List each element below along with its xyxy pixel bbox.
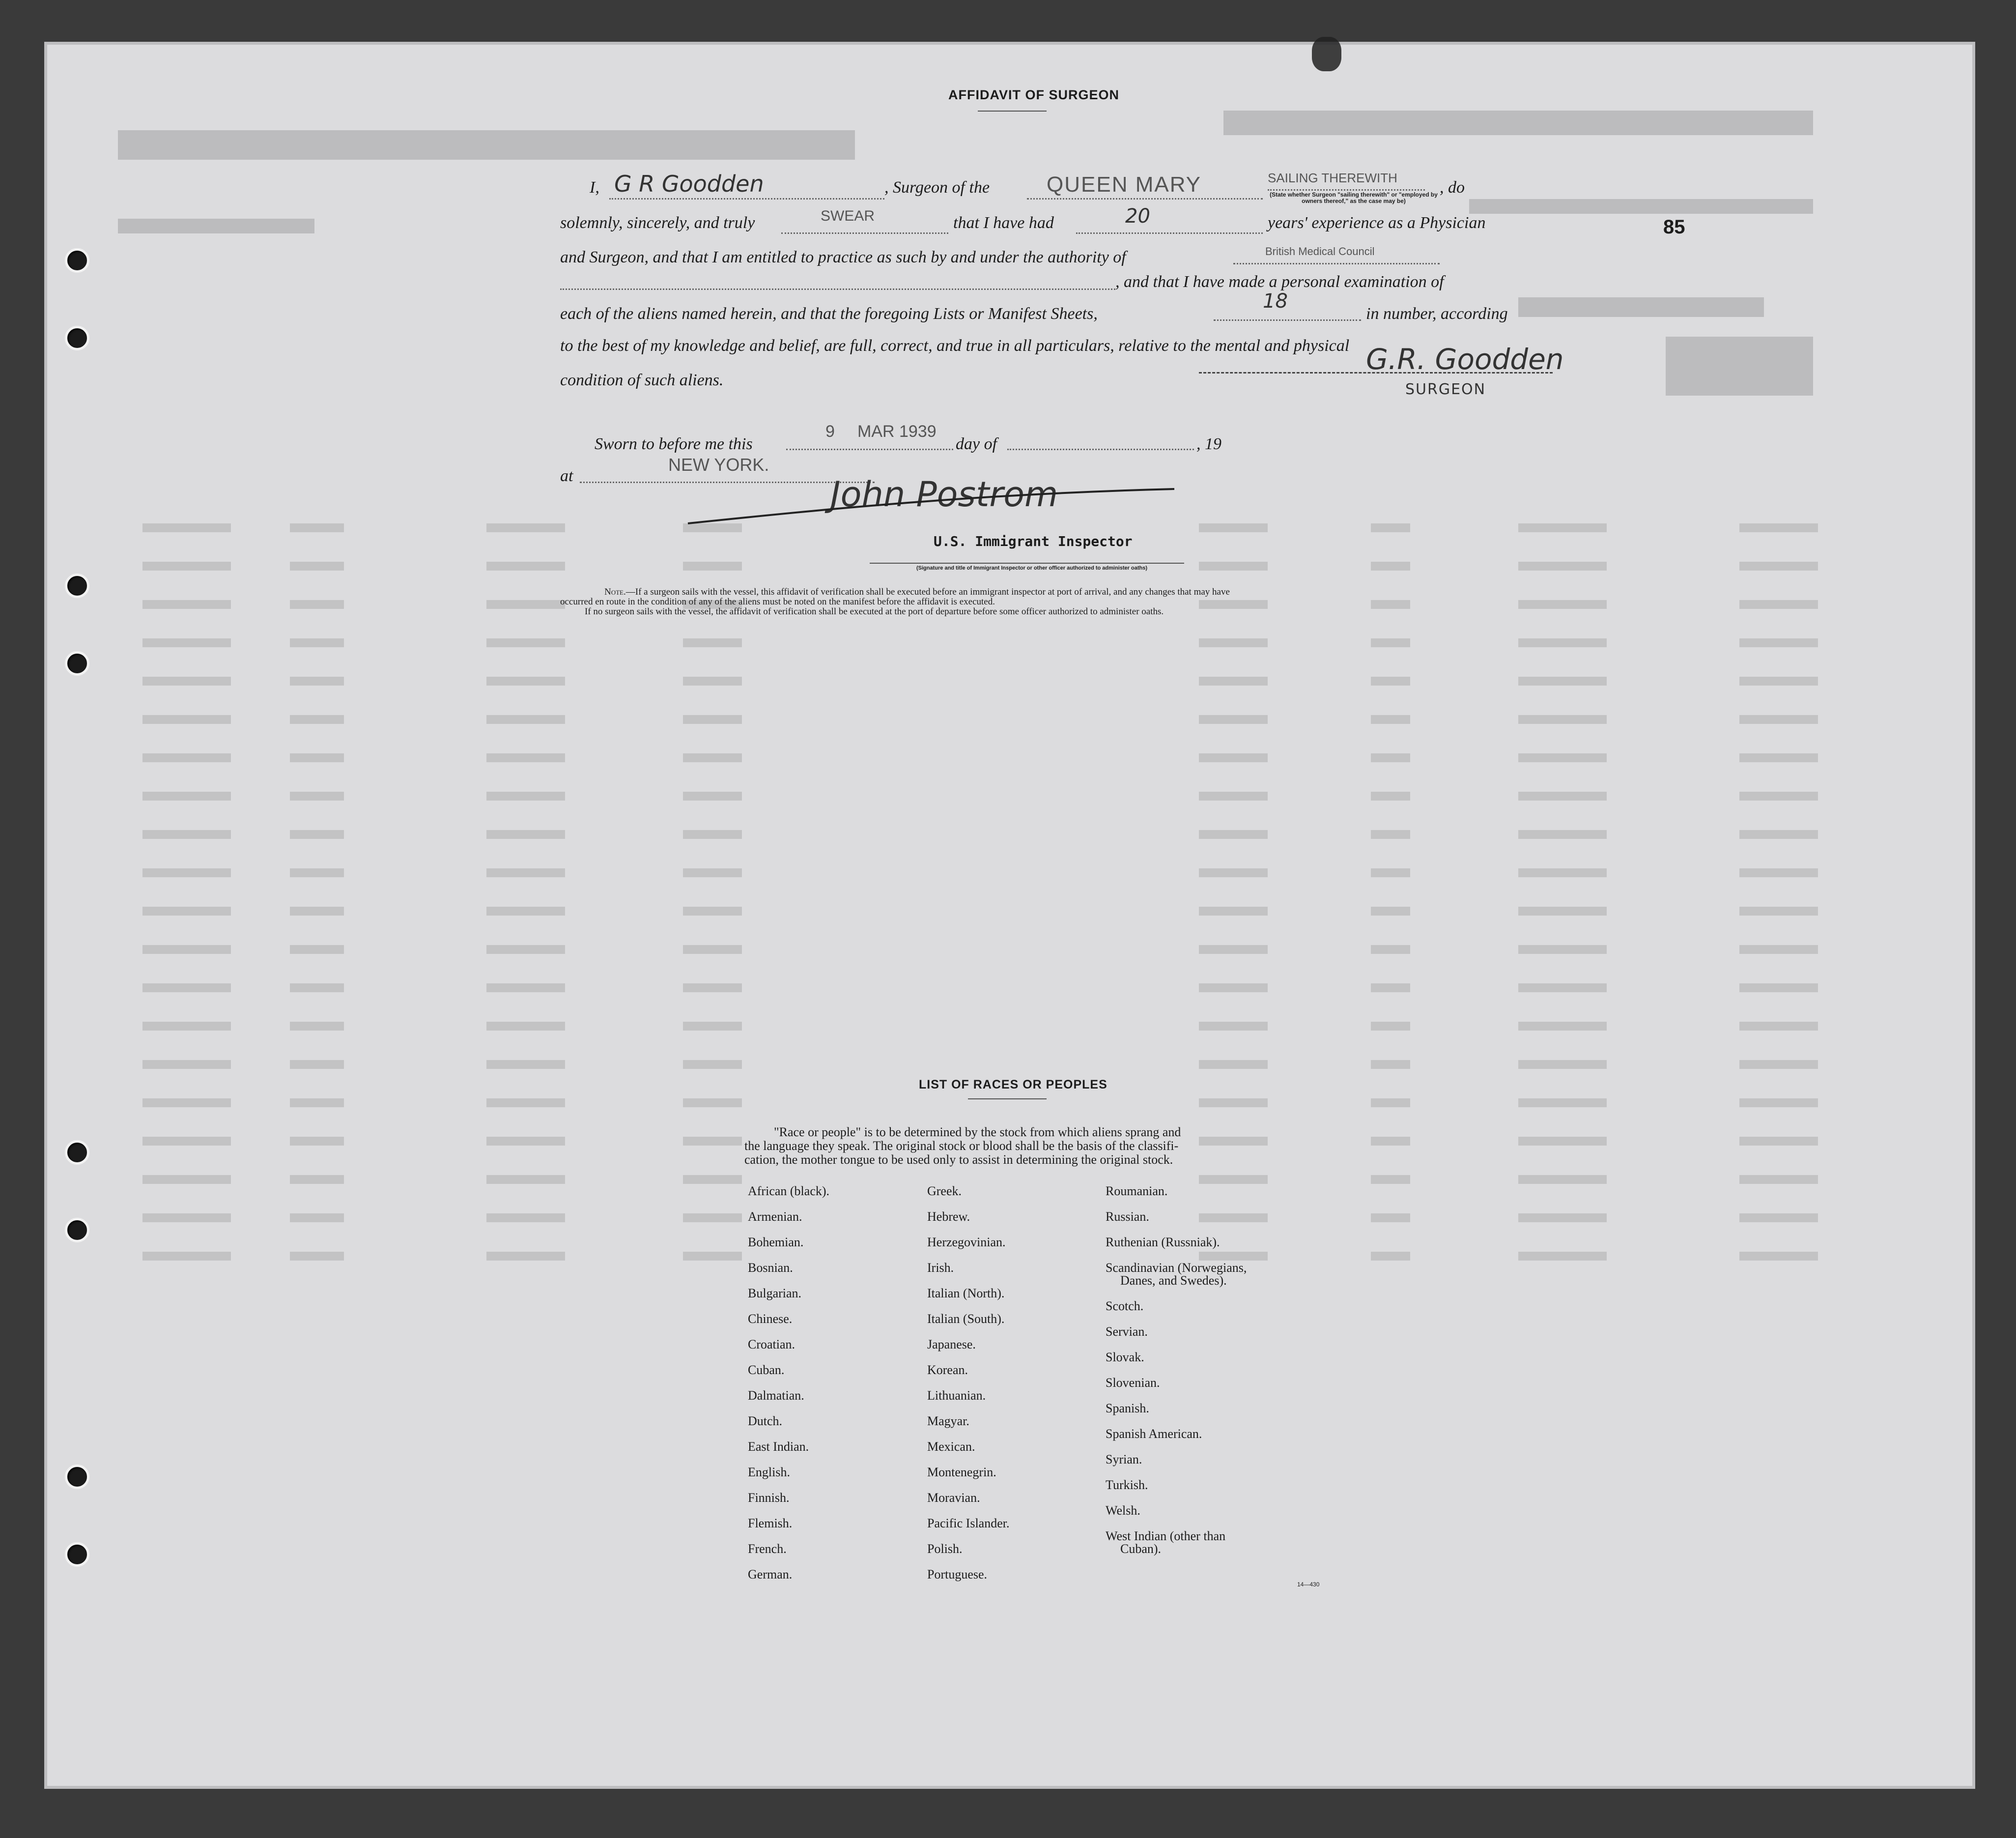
ghost-text-fragment [1739, 677, 1818, 686]
ghost-text-fragment [486, 1137, 565, 1146]
oath-stamp: SWEAR [821, 208, 875, 224]
ghost-text-fragment [1199, 1060, 1268, 1069]
race-item: Japanese. [927, 1337, 976, 1351]
ghost-text-fragment [290, 945, 344, 954]
form-number: 14—430 [1297, 1581, 1320, 1588]
inspector-signature-stroke [683, 479, 1223, 538]
ghost-text-fragment [142, 1022, 231, 1031]
race-item: Montenegrin. [927, 1465, 996, 1479]
race-item: Spanish American. [1106, 1427, 1202, 1441]
title-underline [978, 111, 1047, 112]
ghost-text-fragment [683, 907, 742, 916]
ghost-text-fragment [486, 792, 565, 801]
ghost-text-fragment [1199, 1175, 1268, 1184]
ghost-text-fragment [142, 677, 231, 686]
page-number: 85 [1663, 216, 1685, 238]
ghost-text-fragment [1739, 753, 1818, 762]
race-item: Ruthenian (Russniak). [1106, 1235, 1220, 1249]
inspector-signature: John Postrom [830, 474, 1058, 515]
verification-note [560, 587, 1469, 617]
bleed-through-texture [44, 42, 1975, 1789]
race-item: Pacific Islander. [927, 1516, 1010, 1530]
ghost-text-fragment [486, 1060, 565, 1069]
ghost-text-fragment [683, 677, 742, 686]
ghost-text-fragment [1199, 1098, 1268, 1107]
race-item: Finnish. [748, 1491, 790, 1505]
authority-blank [1233, 263, 1440, 264]
inspector-title: U.S. Immigrant Inspector [934, 533, 1133, 549]
race-item: Cuban). [1120, 1542, 1162, 1556]
race-item: Turkish. [1106, 1478, 1148, 1492]
ghost-text-fragment [683, 983, 742, 992]
ghost-text-fragment [683, 638, 742, 647]
race-item: Scandinavian (Norwegians, [1106, 1261, 1247, 1275]
ghost-text-fragment [1518, 1060, 1607, 1069]
race-item: Mexican. [927, 1439, 975, 1454]
ghost-text-fragment [142, 1252, 231, 1261]
ghost-text-fragment [1518, 562, 1607, 571]
ghost-text-fragment [1739, 1022, 1818, 1031]
ghost-text-fragment [683, 1175, 742, 1184]
ghost-text-fragment [1518, 1213, 1607, 1222]
race-item: Armenian. [748, 1209, 802, 1224]
ghost-text-fragment [290, 868, 344, 877]
race-item: Irish. [927, 1261, 954, 1275]
ghost-text-fragment [1739, 945, 1818, 954]
ghost-text-fragment [142, 830, 231, 839]
race-item: Flemish. [748, 1516, 793, 1530]
line4-text: , and that I have made a personal examination of [1115, 273, 1444, 291]
surgeon-name-handwritten: G R Goodden [614, 171, 764, 197]
race-item: Lithuanian. [927, 1388, 986, 1403]
ghost-text-fragment [142, 1060, 231, 1069]
ghost-text-fragment [1199, 945, 1268, 954]
at-lead: at [560, 467, 573, 485]
ghost-text-fragment [683, 1060, 742, 1069]
ghost-text-fragment [1739, 868, 1818, 877]
ghost-text-fragment [683, 1098, 742, 1107]
sheet-count-blank [1214, 319, 1361, 321]
races-title: LIST OF RACES OR PEOPLES [919, 1078, 1107, 1091]
surgeon-name-blank [609, 198, 884, 200]
ghost-text-fragment [1739, 830, 1818, 839]
ghost-text-fragment [683, 792, 742, 801]
race-item: Scotch. [1106, 1299, 1144, 1313]
ghost-text-fragment [683, 868, 742, 877]
ghost-text-fragment [1518, 715, 1607, 724]
ghost-text-fragment [1371, 562, 1410, 571]
ghost-text-fragment [142, 715, 231, 724]
race-item: Welsh. [1106, 1503, 1140, 1518]
ghost-text-fragment [1739, 638, 1818, 647]
punch-hole [65, 1140, 89, 1165]
ghost-text-fragment [1199, 1022, 1268, 1031]
race-item: Dalmatian. [748, 1388, 804, 1403]
ghost-text-fragment [1518, 868, 1607, 877]
ghost-text-fragment [142, 792, 231, 801]
ghost-text-fragment [486, 753, 565, 762]
ghost-text-fragment [1371, 1213, 1410, 1222]
affidavit-title: AFFIDAVIT OF SURGEON [948, 87, 1119, 102]
races-intro [744, 1125, 1359, 1167]
ghost-text-fragment [142, 753, 231, 762]
ghost-text-fragment [1371, 677, 1410, 686]
ghost-text-fragment [486, 1175, 565, 1184]
ghost-text-fragment [1739, 1098, 1818, 1107]
ghost-text-fragment [1518, 945, 1607, 954]
sheet-count-handwritten: 18 [1263, 290, 1288, 313]
punch-hole [65, 1542, 89, 1567]
race-item: Bosnian. [748, 1261, 793, 1275]
line2-mid: that I have had [953, 214, 1054, 232]
ghost-text-fragment [142, 600, 231, 609]
note-line: occurred en route in the condition of any of the aliens must be noted on the manifest before the affidavit is executed. [560, 597, 995, 607]
ghost-text-fragment [142, 907, 231, 916]
ghost-text-fragment [142, 638, 231, 647]
ghost-text-fragment [1199, 983, 1268, 992]
surgeon-label-handwritten: SURGEON [1405, 381, 1486, 398]
line7-text: condition of such aliens. [560, 371, 724, 389]
ghost-text-fragment [1518, 638, 1607, 647]
ghost-text-fragment [290, 753, 344, 762]
ghost-text-fragment [142, 868, 231, 877]
note-line: —If a surgeon sails with the vessel, this affidavit of verification shall be executed before an immigrant inspector at port of arrival, and any changes that may have [625, 587, 1230, 597]
ship-name-stamp: QUEEN MARY [1047, 172, 1202, 197]
ghost-text-fragment [1371, 907, 1410, 916]
sworn-month-blank [1007, 449, 1194, 450]
ghost-text-fragment [290, 715, 344, 724]
ship-name-blank [1027, 198, 1263, 200]
ghost-text-fragment [1371, 1137, 1410, 1146]
ghost-text-fragment [1371, 715, 1410, 724]
ink-blot [1312, 37, 1341, 71]
ghost-text-fragment [290, 523, 344, 532]
ghost-text-fragment [142, 562, 231, 571]
race-item: Slovenian. [1106, 1376, 1160, 1390]
line1-lead: I, [590, 178, 599, 197]
ghost-text-fragment [486, 868, 565, 877]
line1-mid: , Surgeon of the [884, 178, 990, 197]
ghost-text-fragment [1199, 868, 1268, 877]
ghost-text-fragment [683, 1022, 742, 1031]
race-item: English. [748, 1465, 790, 1479]
ghost-text-fragment [683, 562, 742, 571]
race-item: Hebrew. [927, 1209, 970, 1224]
race-item: Polish. [927, 1542, 963, 1556]
ghost-text-fragment [486, 1022, 565, 1031]
ghost-text-fragment [290, 600, 344, 609]
ghost-text-fragment [486, 945, 565, 954]
sworn-day-blank [786, 449, 953, 450]
ghost-text-fragment [1199, 907, 1268, 916]
punch-hole [65, 1218, 89, 1242]
race-item: Korean. [927, 1363, 968, 1377]
ghost-text-fragment [486, 1252, 565, 1261]
ghost-text-fragment [1739, 523, 1818, 532]
manifest-page [44, 42, 1975, 1789]
ghost-text-fragment [1739, 600, 1818, 609]
race-item: Italian (North). [927, 1286, 1005, 1300]
punch-hole [65, 574, 89, 598]
race-item: West Indian (other than [1106, 1529, 1226, 1543]
authority-blank-continued [560, 288, 1115, 290]
ghost-text-fragment [1518, 983, 1607, 992]
inspector-line [870, 563, 1184, 564]
ghost-text-fragment [1518, 1175, 1607, 1184]
ghost-text-fragment [1199, 830, 1268, 839]
ghost-text-fragment [683, 753, 742, 762]
race-item: Syrian. [1106, 1452, 1142, 1466]
ghost-text-fragment [1739, 1252, 1818, 1261]
race-item: Herzegovinian. [927, 1235, 1006, 1249]
ghost-text-fragment [486, 600, 565, 609]
intro-line: the language they speak. The original stock or blood shall be the basis of the classifi- [744, 1139, 1179, 1153]
ghost-text-fragment [290, 907, 344, 916]
intro-line: "Race or people" is to be determined by the stock from which aliens sprang and [774, 1125, 1181, 1139]
status-blank [1268, 189, 1425, 191]
race-item: East Indian. [748, 1439, 809, 1454]
ghost-text-fragment [290, 1137, 344, 1146]
authority-stamp: British Medical Council [1265, 245, 1375, 258]
punch-hole [65, 651, 89, 676]
race-item: Roumanian. [1106, 1184, 1168, 1198]
ghost-text-fragment [683, 830, 742, 839]
ghost-text-fragment [1518, 600, 1607, 609]
ghost-text-fragment [486, 907, 565, 916]
ghost-text-fragment [486, 830, 565, 839]
ghost-text-fragment [683, 1137, 742, 1146]
line2-end: years' experience as a Physician [1268, 214, 1486, 232]
ghost-text-fragment [1739, 562, 1818, 571]
ghost-text-fragment [683, 715, 742, 724]
ghost-text-fragment [290, 1098, 344, 1107]
surgeon-status-stamp: SAILING THEREWITH [1268, 171, 1397, 185]
ghost-text-fragment [1371, 1175, 1410, 1184]
status-note: (State whether Surgeon "sailing therewith" or "employed by owners thereof," as the case may be) [1270, 191, 1438, 204]
ghost-text-fragment [1518, 830, 1607, 839]
race-item: Servian. [1106, 1324, 1148, 1339]
ghost-text-fragment [290, 1060, 344, 1069]
note-label: Note. [604, 587, 626, 597]
punch-hole [65, 248, 89, 273]
race-item: Danes, and Swedes). [1120, 1273, 1227, 1288]
race-item: Portuguese. [927, 1567, 988, 1581]
years-blank [1076, 232, 1263, 234]
ghost-text-fragment [1371, 792, 1410, 801]
race-item: Greek. [927, 1184, 962, 1198]
ghost-text-fragment [1199, 753, 1268, 762]
ghost-text-fragment [142, 523, 231, 532]
ghost-text-fragment [1199, 1213, 1268, 1222]
ghost-text-fragment [142, 945, 231, 954]
race-item: Italian (South). [927, 1312, 1005, 1326]
ghost-text-fragment [290, 983, 344, 992]
race-item: Magyar. [927, 1414, 969, 1428]
ghost-text-fragment [1739, 1175, 1818, 1184]
ghost-text-fragment [1371, 638, 1410, 647]
ghost-text-fragment [1518, 1098, 1607, 1107]
line2-lead: solemnly, sincerely, and truly [560, 214, 755, 232]
ghost-text-fragment [290, 1175, 344, 1184]
ghost-text-fragment [1371, 1252, 1410, 1261]
ghost-text-fragment [683, 945, 742, 954]
race-item: Dutch. [748, 1414, 783, 1428]
ghost-text-fragment [142, 1175, 231, 1184]
ghost-text-fragment [1739, 1213, 1818, 1222]
ghost-text-fragment [1371, 523, 1410, 532]
ghost-text-fragment [142, 983, 231, 992]
ghost-text-fragment [1518, 677, 1607, 686]
sworn-year: , 19 [1196, 435, 1221, 453]
race-item: Cuban. [748, 1363, 785, 1377]
race-item: Chinese. [748, 1312, 793, 1326]
race-item: French. [748, 1542, 787, 1556]
ghost-text-fragment [1371, 1022, 1410, 1031]
inspector-note: (Signature and title of Immigrant Inspector or other officer authorized to administer oaths) [916, 565, 1147, 571]
ghost-text-fragment [486, 677, 565, 686]
years-experience-handwritten: 20 [1125, 205, 1150, 228]
ghost-text-fragment [1371, 1060, 1410, 1069]
ghost-text-fragment [1518, 907, 1607, 916]
race-item: Spanish. [1106, 1401, 1149, 1415]
sworn-mid: day of [956, 435, 997, 453]
ghost-text-fragment [1518, 1252, 1607, 1261]
line5-lead: each of the aliens named herein, and that the foregoing Lists or Manifest Sheets, [560, 305, 1098, 323]
ghost-text-fragment [1518, 753, 1607, 762]
ghost-text-fragment [142, 1137, 231, 1146]
punch-hole [65, 326, 89, 350]
line1-end: , do [1440, 178, 1465, 197]
ghost-text-fragment [142, 1213, 231, 1222]
ghost-text-fragment [142, 1098, 231, 1107]
ghost-text-fragment [290, 638, 344, 647]
ghost-text-fragment [486, 1098, 565, 1107]
ghost-text-fragment [486, 983, 565, 992]
races-title-underline [968, 1098, 1047, 1099]
line6-text: to the best of my knowledge and belief, are full, correct, and true in all particulars, relative to the mental and physical [560, 337, 1350, 355]
line5-end: in number, according [1366, 305, 1508, 323]
oath-blank [781, 232, 948, 234]
ghost-text-fragment [1199, 677, 1268, 686]
ghost-text-fragment [1199, 792, 1268, 801]
ghost-text-fragment [1739, 907, 1818, 916]
ghost-text-fragment [1199, 562, 1268, 571]
race-item: Croatian. [748, 1337, 795, 1351]
ghost-text-fragment [683, 1213, 742, 1222]
ghost-text-fragment [486, 523, 565, 532]
race-item: Bulgarian. [748, 1286, 802, 1300]
ghost-text-fragment [486, 1213, 565, 1222]
race-item: German. [748, 1567, 793, 1581]
race-item: Bohemian. [748, 1235, 804, 1249]
ghost-text-fragment [1518, 1022, 1607, 1031]
surgeon-signature: G.R. Goodden [1366, 343, 1564, 376]
line3-text: and Surgeon, and that I am entitled to practice as such by and under the authority of [560, 248, 1126, 266]
ghost-text-fragment [290, 1022, 344, 1031]
ghost-text-fragment [1199, 1252, 1268, 1261]
ghost-text-fragment [486, 715, 565, 724]
ghost-text-fragment [290, 677, 344, 686]
ghost-text-fragment [1518, 1137, 1607, 1146]
race-item: Slovak. [1106, 1350, 1144, 1364]
surgeon-signature-line [1199, 372, 1553, 373]
note-line: If no surgeon sails with the vessel, the affidavit of verification shall be executed at the port of departure before some officer authorized to administer oaths. [585, 606, 1164, 617]
ghost-text-fragment [1739, 792, 1818, 801]
ghost-text-fragment [290, 1213, 344, 1222]
sworn-lead: Sworn to before me this [595, 435, 753, 453]
ghost-text-fragment [290, 562, 344, 571]
ghost-text-fragment [1371, 830, 1410, 839]
ghost-text-fragment [1739, 715, 1818, 724]
race-item: Moravian. [927, 1491, 980, 1505]
punch-hole [65, 1465, 89, 1489]
ghost-text-fragment [1371, 945, 1410, 954]
ghost-text-fragment [1518, 523, 1607, 532]
intro-line: cation, the mother tongue to be used only to assist in determining the original stock. [744, 1152, 1173, 1167]
ghost-text-fragment [486, 638, 565, 647]
ghost-text-fragment [1518, 792, 1607, 801]
ghost-text-fragment [290, 1252, 344, 1261]
ghost-text-fragment [290, 792, 344, 801]
place-stamp: NEW YORK. [668, 455, 769, 475]
ghost-text-fragment [1739, 1060, 1818, 1069]
ghost-text-fragment [1199, 715, 1268, 724]
ghost-text-fragment [1371, 868, 1410, 877]
ghost-text-fragment [1739, 1137, 1818, 1146]
race-item: African (black). [748, 1184, 830, 1198]
race-item: Russian. [1106, 1209, 1149, 1224]
ghost-text-fragment [1371, 983, 1410, 992]
ghost-text-fragment [1199, 638, 1268, 647]
ghost-text-fragment [1739, 983, 1818, 992]
ghost-text-fragment [683, 1252, 742, 1261]
sworn-day-stamp: 9 [825, 422, 835, 441]
sworn-date-stamp: MAR 1939 [857, 422, 937, 441]
ghost-text-fragment [290, 830, 344, 839]
ghost-text-fragment [1371, 753, 1410, 762]
ghost-text-fragment [1371, 1098, 1410, 1107]
ghost-text-fragment [486, 562, 565, 571]
